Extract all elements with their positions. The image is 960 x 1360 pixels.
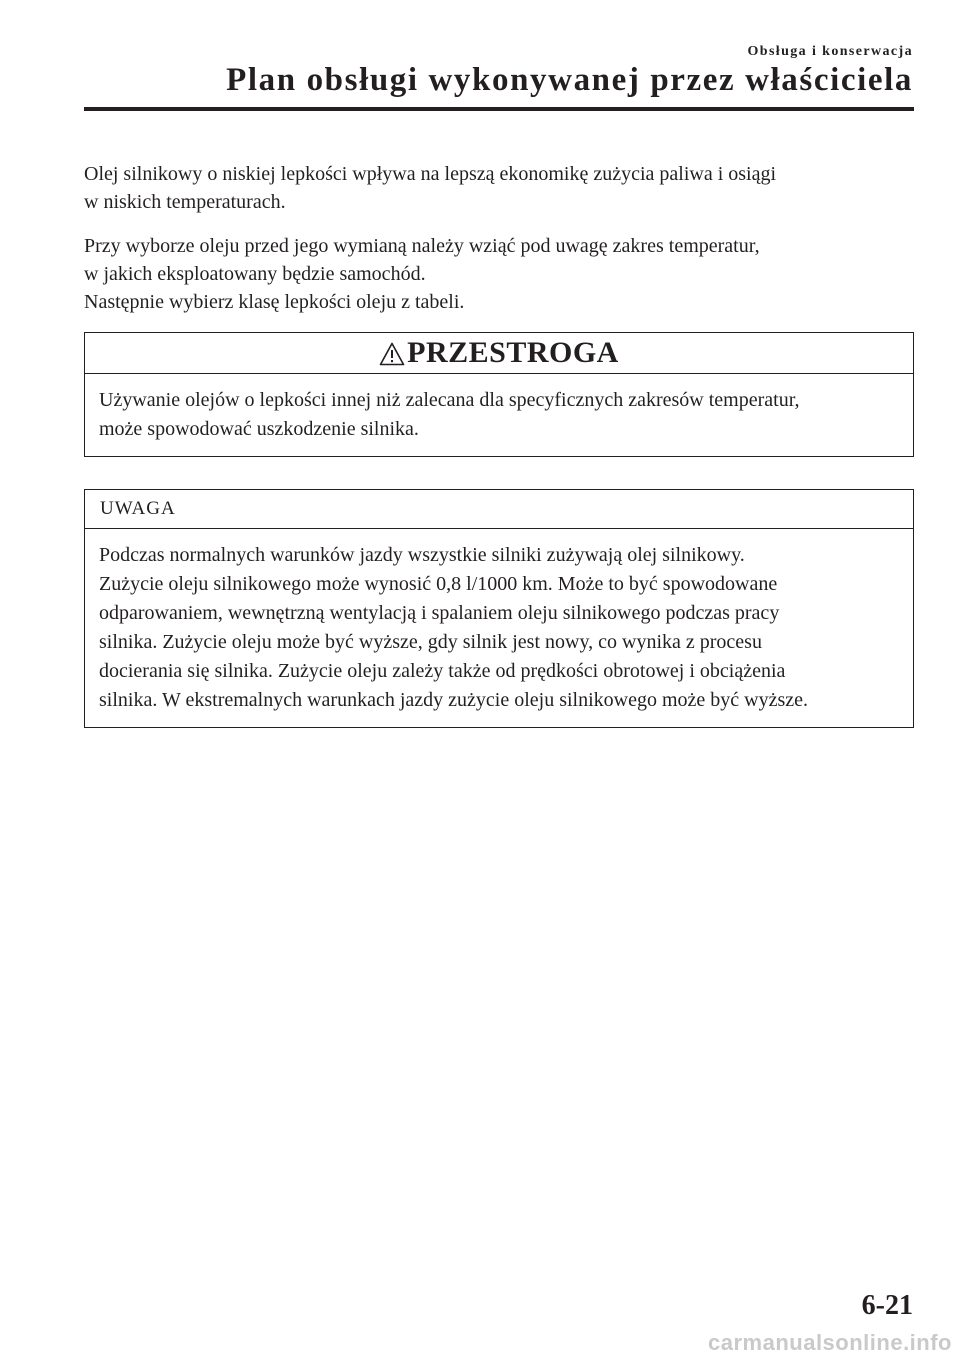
header-section: Obsługa i konserwacja bbox=[747, 44, 913, 59]
note-title: UWAGA bbox=[100, 498, 176, 519]
caution-line: Używanie olejów o lepkości innej niż zalecana dla specyficznych zakresów temperatur, bbox=[99, 389, 800, 411]
note-line: Podczas normalnych warunków jazdy wszystkie silniki zużywają olej silnikowy. bbox=[99, 544, 745, 566]
header-rule bbox=[84, 107, 914, 111]
note-line: silnika. Zużycie oleju może być wyższe, gdy silnik jest nowy, co wynika z procesu bbox=[99, 631, 762, 653]
paragraph-line: w jakich eksploatowany będzie samochód. bbox=[84, 263, 426, 285]
paragraph-line: Następnie wybierz klasę lepkości oleju z tabeli. bbox=[84, 291, 465, 313]
note-line: docierania się silnika. Zużycie oleju zależy także od prędkości obrotowej i obciążenia bbox=[99, 660, 786, 682]
paragraph-line: Przy wyborze oleju przed jego wymianą należy wziąć pod uwagę zakres temperatur, bbox=[84, 235, 760, 257]
caution-box bbox=[84, 332, 914, 457]
caution-title: PRZESTROGA bbox=[407, 336, 619, 369]
caution-line: może spowodować uszkodzenie silnika. bbox=[99, 418, 419, 440]
paragraph-viscosity bbox=[84, 160, 914, 216]
caution-header bbox=[85, 333, 913, 374]
note-line: Zużycie oleju silnikowego może wynosić 0,8 l/1000 km. Może to być spowodowane bbox=[99, 573, 778, 595]
note-body bbox=[85, 529, 913, 727]
warning-triangle-icon bbox=[379, 342, 405, 366]
content bbox=[84, 160, 914, 728]
note-line: silnika. W ekstremalnych warunkach jazdy zużycie oleju silnikowego może być wyższe. bbox=[99, 689, 809, 711]
paragraph-line: Olej silnikowy o niskiej lepkości wpływa na lepszą ekonomikę zużycia paliwa i osiągi bbox=[84, 163, 777, 185]
caution-body bbox=[85, 374, 913, 456]
paragraph-selection bbox=[84, 232, 914, 316]
note-header bbox=[85, 490, 913, 529]
page-number: 6-21 bbox=[861, 1290, 913, 1321]
watermark: carmanualsonline.info bbox=[708, 1330, 952, 1355]
paragraph-line: w niskich temperaturach. bbox=[84, 191, 286, 213]
page-title: Plan obsługi wykonywanej przez właściciela bbox=[226, 62, 913, 98]
note-line: odparowaniem, wewnętrzną wentylacją i spalaniem oleju silnikowego podczas pracy bbox=[99, 602, 780, 624]
note-box bbox=[84, 489, 914, 728]
